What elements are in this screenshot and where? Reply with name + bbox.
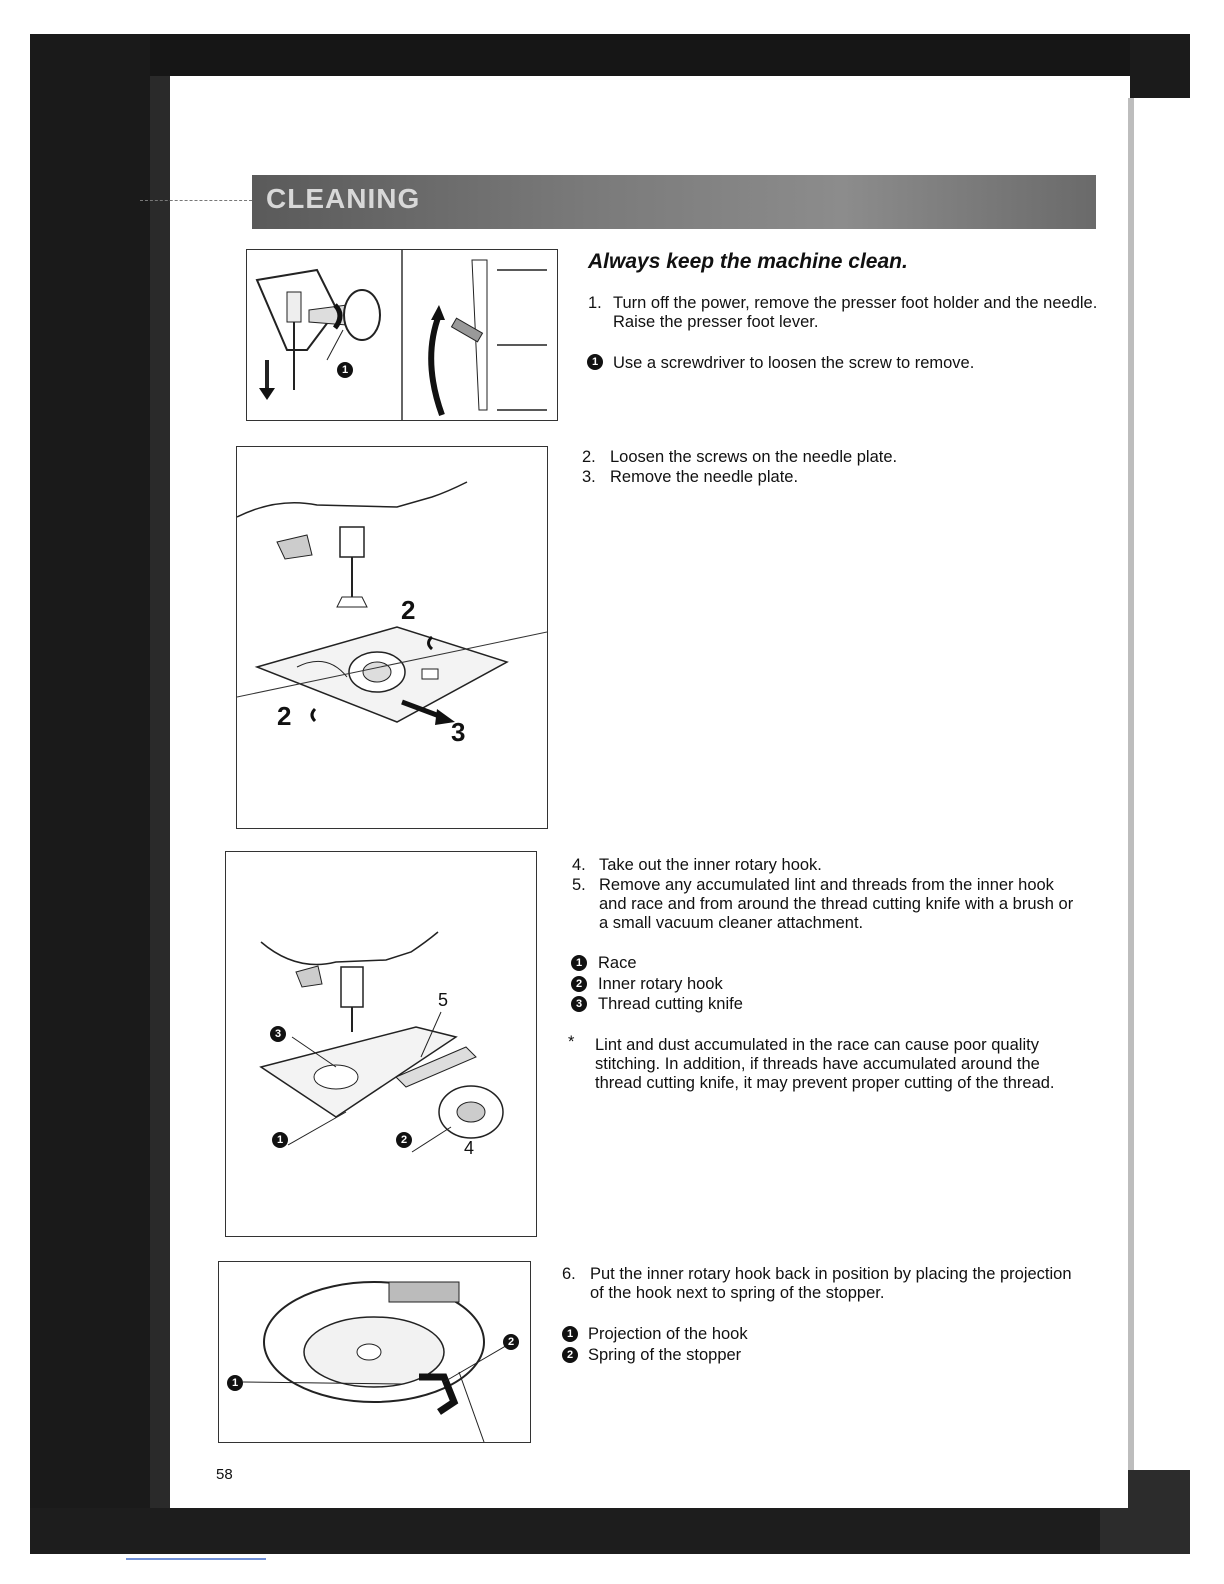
fig3-callout-race: 1 xyxy=(272,1132,288,1148)
figure-needle-plate xyxy=(236,446,548,829)
caution-mark: * xyxy=(568,1033,575,1051)
banner-leader-line xyxy=(140,200,252,202)
page-number: 58 xyxy=(216,1466,233,1483)
part-3-text: Thread cutting knife xyxy=(598,995,743,1013)
fig4-callout-spring: 2 xyxy=(503,1334,519,1350)
fig4-callout-projection: 1 xyxy=(227,1375,243,1391)
presser-foot-illustration xyxy=(247,250,557,420)
page-heading: Always keep the machine clean. xyxy=(588,250,908,273)
step-1-text: Turn off the power, remove the presser foot holder and the needle. Raise the presser foot lever. xyxy=(613,294,1098,331)
part-2-badge: 2 xyxy=(571,976,587,992)
step-1-number: 1. xyxy=(588,294,602,312)
hook-part-1-badge: 1 xyxy=(562,1326,578,1342)
section-banner xyxy=(252,175,1096,229)
selection-underline xyxy=(126,1558,266,1560)
step-2-text: Loosen the screws on the needle plate. xyxy=(610,448,898,466)
step-4-number: 4. xyxy=(572,856,586,874)
step-3-number: 3. xyxy=(582,468,596,486)
fig3-label-hook: 4 xyxy=(464,1138,475,1158)
hook-part-1-text: Projection of the hook xyxy=(588,1325,748,1343)
fig3-label-brush: 5 xyxy=(438,990,449,1010)
note-screwdriver-badge: 1 xyxy=(587,354,603,370)
scan-border-left-inner xyxy=(150,76,170,1554)
part-3-badge: 3 xyxy=(571,996,587,1012)
hook-reinstall-illustration xyxy=(219,1262,530,1442)
figure-hook-reinstall xyxy=(218,1261,531,1443)
caution-text: Lint and dust accumulated in the race can cause poor quality stitching. In addition, if threads have accumulated around the thread cutting knife, it may prevent proper cutting of the thread. xyxy=(595,1036,1055,1092)
figure-rotary-hook-cleaning xyxy=(225,851,537,1237)
step-2-number: 2. xyxy=(582,448,596,466)
rotary-hook-illustration xyxy=(226,852,536,1236)
hook-part-2-text: Spring of the stopper xyxy=(588,1346,742,1364)
scan-border-left xyxy=(30,34,150,1554)
step-5-text: Remove any accumulated lint and threads from the inner hook and race and from around the thread cutting knife with a brush or a small vacuum cleaner attachment. xyxy=(599,876,1074,932)
scan-border-bottom xyxy=(30,1508,1190,1554)
step-5-number: 5. xyxy=(572,876,586,894)
section-title: CLEANING xyxy=(266,183,421,214)
step-3-text: Remove the needle plate. xyxy=(610,468,799,486)
scan-border-right xyxy=(1130,34,1190,98)
fig3-callout-inner-hook: 2 xyxy=(396,1132,412,1148)
step-6-text: Put the inner rotary hook back in position by placing the projection of the hook next to spring of the stopper. xyxy=(590,1265,1072,1302)
note-screwdriver-text: Use a screwdriver to loosen the screw to remove. xyxy=(613,354,975,372)
fig3-callout-thread-knife: 3 xyxy=(270,1026,286,1042)
figure-presser-foot-removal xyxy=(246,249,558,421)
fig2-label-screw-b: 2 xyxy=(277,701,292,731)
fig2-label-screw-a: 2 xyxy=(401,595,416,625)
part-1-text: Race xyxy=(598,954,637,972)
scan-border-top xyxy=(30,34,1190,76)
fig1-callout-badge: 1 xyxy=(337,362,353,378)
part-2-text: Inner rotary hook xyxy=(598,975,723,993)
page-edge-right xyxy=(1128,98,1134,1508)
part-1-badge: 1 xyxy=(571,955,587,971)
needle-plate-illustration xyxy=(237,447,547,828)
hook-part-2-badge: 2 xyxy=(562,1347,578,1363)
fig2-label-plate: 3 xyxy=(451,717,466,747)
step-6-number: 6. xyxy=(562,1265,576,1283)
step-4-text: Take out the inner rotary hook. xyxy=(599,856,822,874)
